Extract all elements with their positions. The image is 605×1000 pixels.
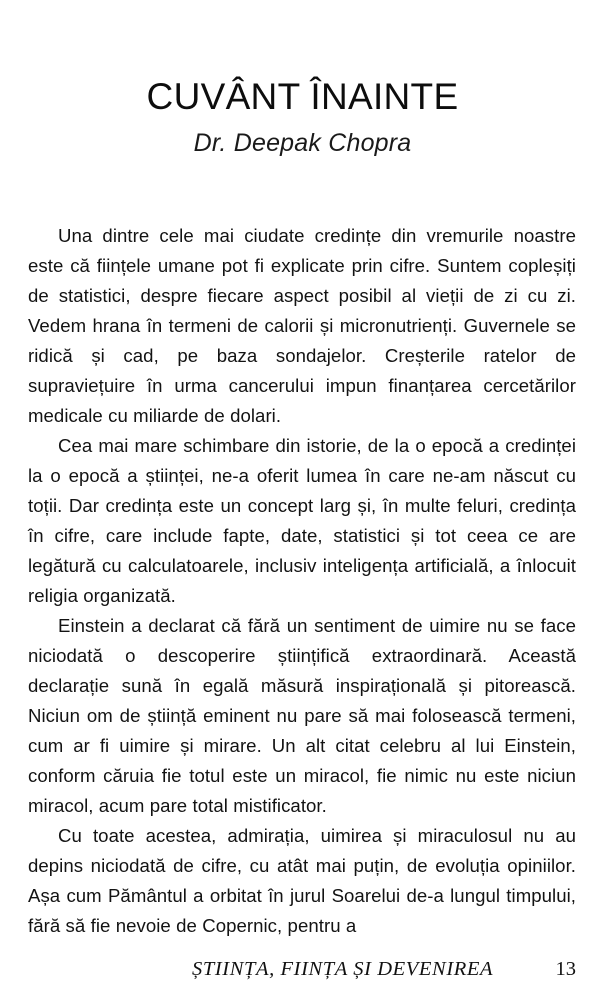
page-number: 13 <box>555 958 576 980</box>
chapter-heading <box>0 78 605 158</box>
page-title: CUVÂNT ÎNAINTE <box>146 76 459 117</box>
paragraph: Una dintre cele mai ciudate credințe din vremurile noastre este că ființele umane pot fi explicate prin cifre. Suntem copleșiți de statistici, despre fiecare aspect posibil al vieții de zi cu zi. Vedem hrana în termeni de calorii și micronutrienți. Guvernele se ridică și cad, pe baza sondajelor. Creșterile ratelor de supraviețuire în urma cancerului impun finanțarea cercetărilor medicale cu miliarde de dolari. <box>28 225 576 426</box>
paragraph: Cea mai mare schimbare din istorie, de la o epocă a credinței la o epocă a științei, ne-a oferit lumea în care ne-am născut cu toții. Dar credința este un concept larg și, în multe feluri, credința în cifre, care include fapte, date, statistici și tot ceea ce are legătură cu calculatoarele, inclusiv inteligența artificială, a înlocuit religia organizată. <box>28 435 576 606</box>
body-text <box>28 221 576 941</box>
page-footer <box>28 958 576 988</box>
paragraph: Cu toate acestea, admirația, uimirea și miraculosul nu au depins niciodată de cifre, cu atât mai puțin, de evoluția opiniilor. Așa cum Pământul a orbitat în jurul Soarelui de-a lungul timpului, fără să fie nevoie de Copernic, pentru a <box>28 825 576 936</box>
paragraph: Einstein a declarat că fără un sentiment de uimire nu se face niciodată o descoperire științifică extraordinară. Această declarație sună în egală măsură inspirațională și pitorească. Niciun om de știință eminent nu pare să mai folosească termeni, cum ar fi uimire și mirare. Un alt citat celebru al lui Einstein, conform căruia fie totul este un miracol, fie nimic nu este niciun miracol, acum pare total mistificator. <box>28 615 576 816</box>
running-head: ȘTIINȚA, FIINȚA ȘI DEVENIREA <box>192 958 494 980</box>
chapter-author: Dr. Deepak Chopra <box>193 128 412 157</box>
